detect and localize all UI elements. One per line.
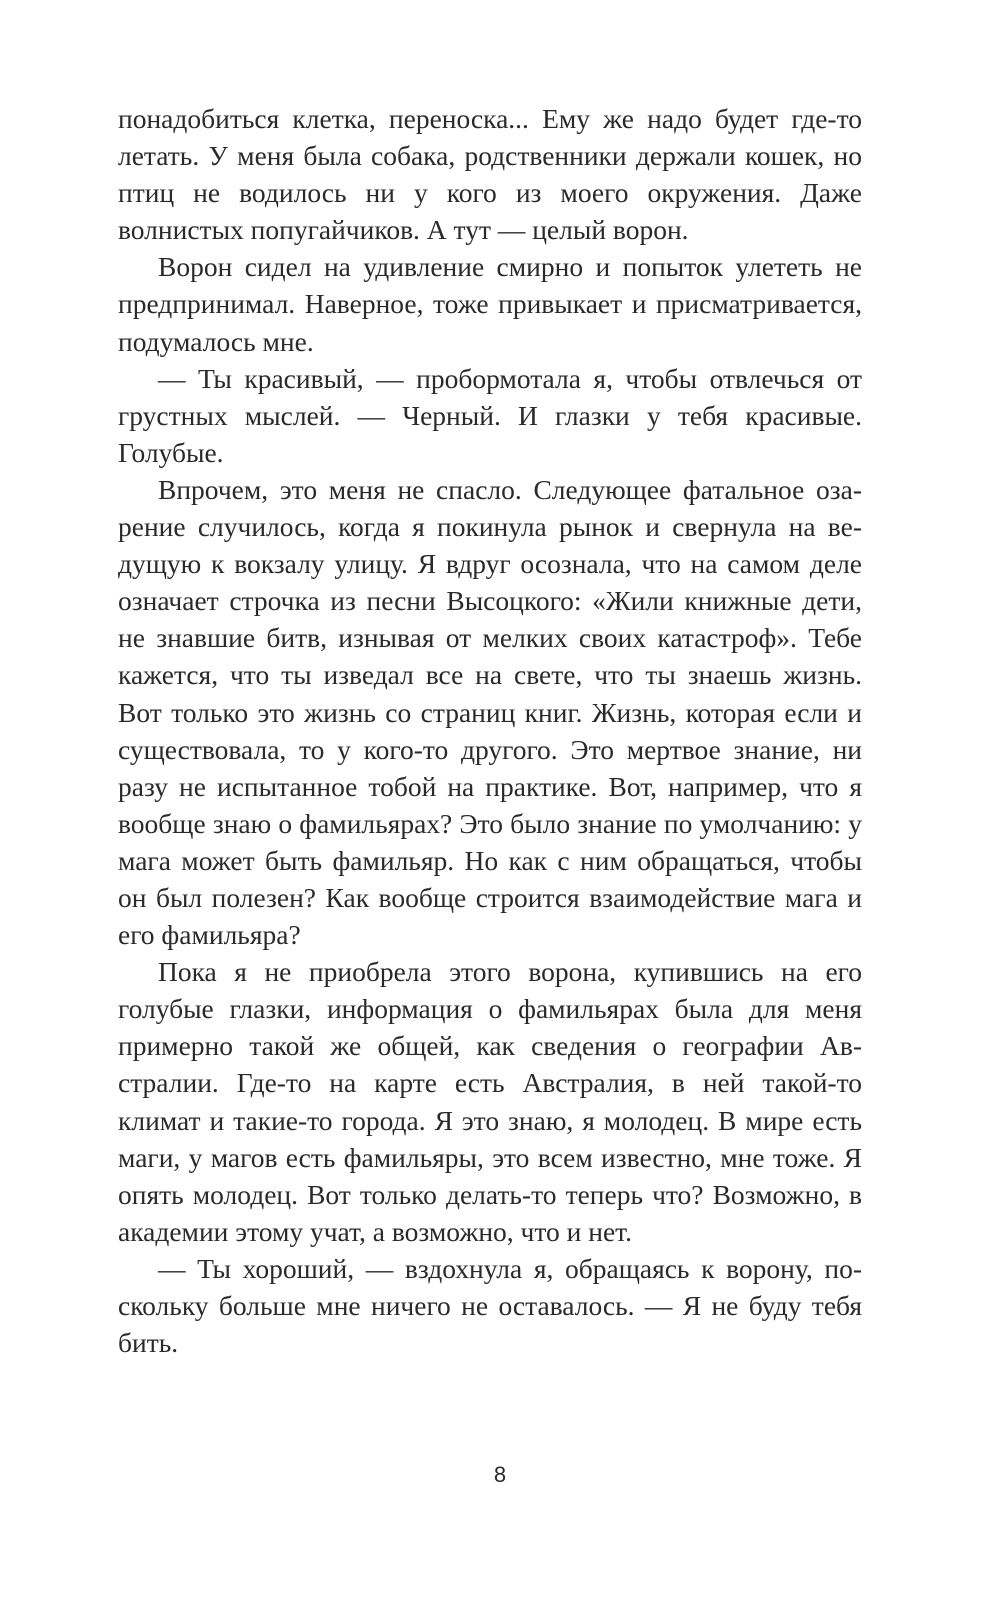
paragraph-continued: понадобиться клетка, переноска... Ему же надо будет где-то летать. У меня была собака, родственники держали кошек, но птиц не водилось ни у кого из моего окружения. Даже волнистых попугайчиков. А тут — целый ворон.: [118, 103, 862, 246]
page-number: 8: [493, 1462, 507, 1487]
paragraph-dialogue: — Ты красивый, — пробормотала я, чтобы отвлечься от грустных мыслей. — Черный. И глазки у тебя красивые. Голубые.: [118, 362, 862, 468]
body-text: [118, 100, 862, 1361]
paragraph-dialogue: — Ты хороший, — вздохнула я, обращаясь к ворону, поскольку больше мне ничего не оставалось. — Я не буду тебя бить.: [118, 1252, 862, 1359]
paragraph: Ворон сидел на удивление смирно и попыток улететь не предпринимал. Наверное, тоже привыкает и присматривается, подумалось мне.: [118, 251, 862, 357]
paragraph: Пока я не приобрела этого ворона, купившись на его голубые глазки, информация о фамильярах была для меня примерно такой же общей, как сведения о географии Австралии. Где-то на карте есть Австралия, в ней такой-то климат и такие-то города. Я это знаю, я молодец. В мире есть маги, у магов есть фамильяры, это всем известно, мне тоже. Я опять молодец. Вот только делать-то теперь что? Возможно, в академии этому учат, а возможно, что и нет.: [118, 956, 862, 1247]
paragraph: Впрочем, это меня не спасло. Следующее фатальное озарение случилось, когда я покинула рынок и свернула на ведущую к вокзалу улицу. Я вдруг осознала, что на самом деле означает строчка из песни Высоцкого: «Жили книжные дети, не знавшие битв, изнывая от мелких своих катастроф». Тебе кажется, что ты изведал все на свете, что ты знаешь жизнь. Вот только это жизнь со страниц книг. Жизнь, которая если и существовала, то у кого-то другого. Это мертвое знание, ни разу не испытанное тобой на практике. Вот, например, что я вообще знаю о фамильярах? Это было знание по умолчанию: у мага может быть фамильяр. Но как с ним обращаться, чтобы он был полезен? Как вообще строится взаимодействие мага и его фамильяра?: [118, 473, 862, 951]
